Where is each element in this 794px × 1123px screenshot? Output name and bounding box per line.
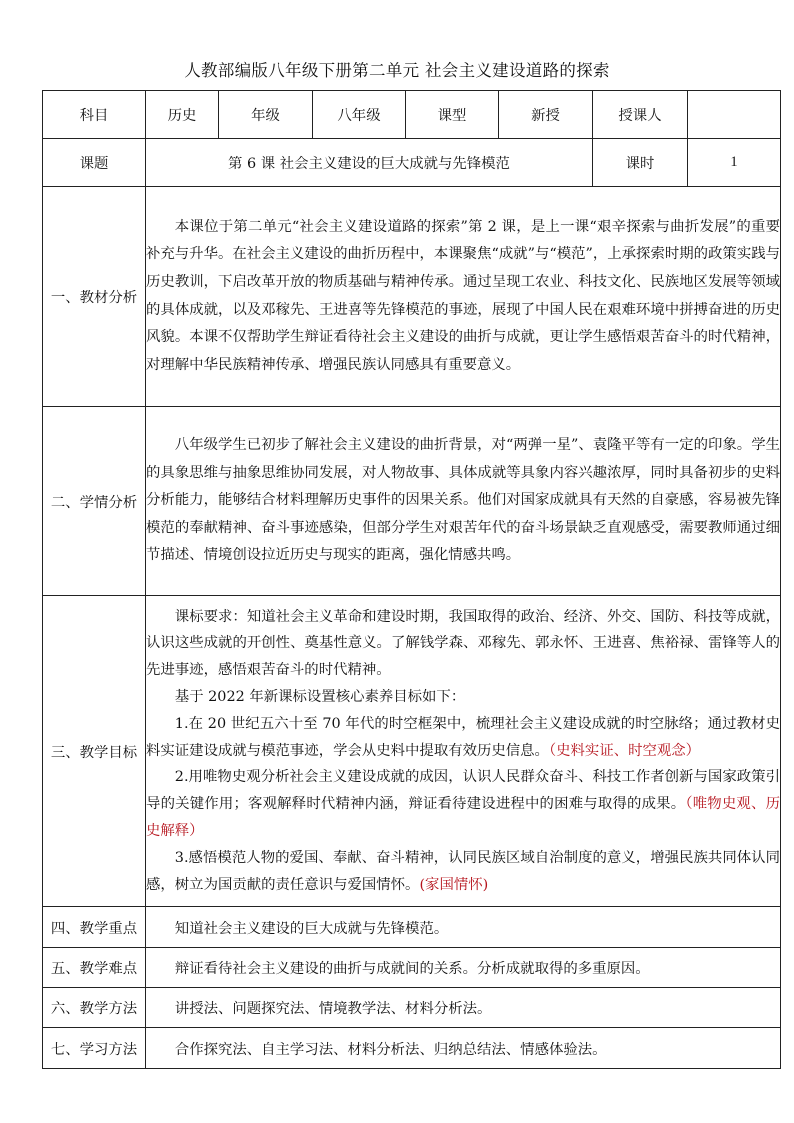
grade-value: 八年级	[313, 91, 406, 139]
goal-item-2	[146, 764, 780, 844]
methods-row	[43, 988, 781, 1028]
grade-label: 年级	[219, 91, 313, 139]
teacher-label: 授课人	[593, 91, 688, 139]
learning-methods-row	[43, 1028, 781, 1069]
student-analysis-row	[43, 407, 781, 596]
learning-methods-cell	[146, 1028, 781, 1069]
teaching-goals-row	[43, 596, 781, 907]
key-points-label: 四、教学重点	[43, 907, 146, 948]
goal-item-3-tag: (家国情怀)	[419, 876, 489, 893]
type-value: 新授	[499, 91, 593, 139]
hours-label: 课时	[593, 139, 688, 187]
goal-item-1-text: 1.在 20 世纪五六十至 70 年代的时空框架中，梳理社会主义建设成就的时空脉络；通过教材史料实证建设成就与模范事迹，学会从史料中提取有效历史信息。	[146, 715, 780, 759]
methods-label: 六、教学方法	[43, 988, 146, 1028]
student-analysis-text	[146, 407, 781, 596]
material-paragraph: 本课位于第二单元“社会主义建设道路的探索”第 2 课，是上一课“艰辛探索与曲折发展”的重要补充与升华。在社会主义建设的曲折历程中，本课聚焦“成就”与“模范”，上承探索时期的政策实践与历史教训，下启改革开放的物质基础与精神传承。通过呈现工农业、科技文化、民族地区发展等领域的具体成就，以及邓稼先、王进喜等先锋模范的事迹，展现了中国人民在艰难环境中拼搏奋进的历史风貌。本课不仅帮助学生辩证看待社会主义建设的曲折与成就，更让学生感悟艰苦奋斗的时代精神，对理解中华民族精神传承、增强民族认同感具有重要意义。	[146, 218, 780, 373]
material-analysis-label: 一、教材分析	[43, 187, 146, 407]
goal-item-3-text: 3.感悟模范人物的爱国、奉献、奋斗精神，认同民族区域自治制度的意义，增强民族共同体认同感，树立为国贡献的责任意识与爱国情怀。	[146, 849, 780, 893]
difficulties-cell	[146, 948, 781, 988]
key-points-text: 知道社会主义建设的巨大成就与先锋模范。	[174, 920, 449, 937]
students-paragraph: 八年级学生已初步了解社会主义建设的曲折背景，对“两弹一星”、袁隆平等有一定的印象。学生的具象思维与抽象思维协同发展，对人物故事、具体成就等具象内容兴趣浓厚，同时具备初步的史料分析能力，能够结合材料理解历史事件的因果关系。他们对国家成就具有天然的自豪感，容易被先锋模范的奉献精神、奋斗事迹感染，但部分学生对艰苦年代的奋斗场景缺乏直观感受，需要教师通过细节描述、情境创设拉近历史与现实的距离，强化情感共鸣。	[146, 437, 780, 564]
header-row	[43, 91, 781, 139]
goal-item-3	[146, 845, 780, 899]
key-points-row	[43, 907, 781, 948]
lesson-plan-table	[42, 90, 781, 1069]
document-title: 人教部编版八年级下册第二单元 社会主义建设道路的探索	[184, 61, 610, 80]
difficulties-row	[43, 948, 781, 988]
goal-item-2-text: 2.用唯物史观分析社会主义建设成就的成因，认识人民群众奋斗、科技工作者创新与国家政策引导的关键作用；客观解释时代精神内涵，辩证看待建设进程中的困难与取得的成果。	[146, 769, 780, 813]
difficulties-text: 辩证看待社会主义建设的曲折与成就间的关系。分析成就取得的多重原因。	[174, 961, 650, 977]
student-analysis-label: 二、学情分析	[43, 407, 146, 596]
goal-item-2-tag: （唯物史观、历史解释）	[146, 796, 780, 839]
difficulties-label: 五、教学难点	[43, 948, 146, 988]
subject-value: 历史	[146, 91, 219, 139]
methods-text: 讲授法、问题探究法、情境教学法、材料分析法。	[174, 1001, 492, 1017]
subject-label: 科目	[43, 91, 146, 139]
goals-standard: 课标要求：知道社会主义革命和建设时期，我国取得的政治、经济、外交、国防、科技等成就，认识这些成就的开创性、奠基性意义。了解钱学森、邓稼先、郭永怀、王进喜、焦裕禄、雷锋等人的先进事迹，感悟艰苦奋斗的时代精神。	[146, 608, 780, 679]
topic-label: 课题	[43, 139, 146, 187]
learning-methods-label: 七、学习方法	[43, 1028, 146, 1069]
teaching-goals-label: 三、教学目标	[43, 596, 146, 907]
key-points-cell	[146, 907, 781, 948]
material-analysis-text	[146, 187, 781, 407]
material-analysis-row	[43, 187, 781, 407]
hours-value: 1	[688, 139, 781, 187]
goals-intro: 基于 2022 年新课标设置核心素养目标如下：	[174, 689, 466, 705]
goal-item-1-tag: （史料实证、时空观念）	[548, 742, 701, 759]
topic-value: 第 6 课 社会主义建设的巨大成就与先锋模范	[146, 139, 593, 187]
methods-cell	[146, 988, 781, 1028]
goal-item-1	[146, 711, 780, 765]
type-label: 课型	[406, 91, 499, 139]
teacher-value	[688, 91, 781, 139]
topic-row	[43, 139, 781, 187]
teaching-goals-text	[146, 596, 781, 907]
learning-methods-text: 合作探究法、自主学习法、材料分析法、归纳总结法、情感体验法。	[174, 1041, 607, 1058]
